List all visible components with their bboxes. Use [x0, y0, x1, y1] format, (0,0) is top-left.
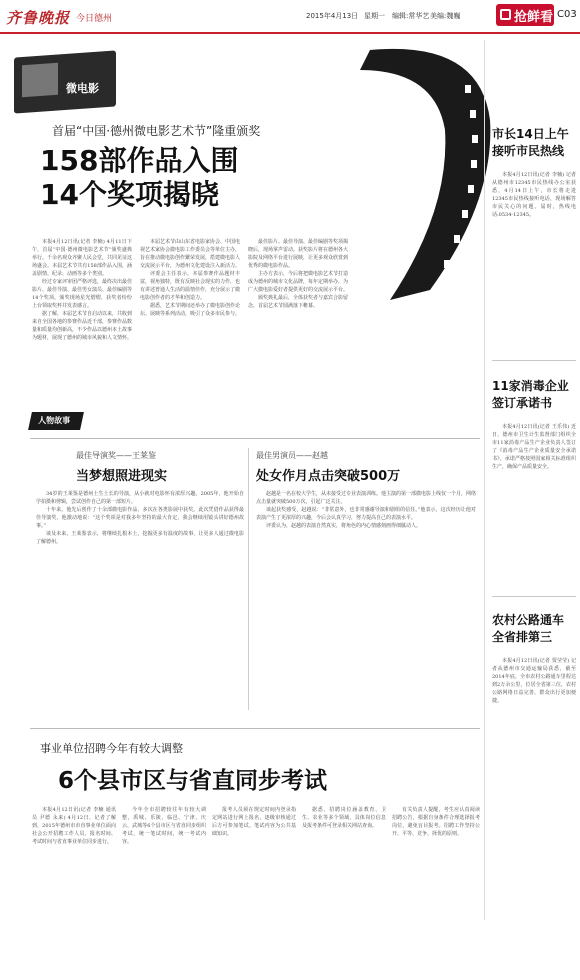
sidebar-body: 本报4月12日讯(记者 王乐伟) 近日，德州市卫生计生监督部门组织全市11家消毒产品生产企业负责人签订了《消毒产品生产企业质量安全承诺书》，承诺严格按照国家相关标准组织生产，确保产品质量安全。	[492, 423, 576, 470]
sidebar-headline: 11家消毒企业 签订承诺书	[492, 379, 569, 411]
bottom-kicker: 事业单位招聘今年有较大调整	[40, 742, 183, 755]
bottom-body-col-2: 今年全市招聘较往年有较大调整，禹城、乐陵、临邑、宁津、庆云、武城等6个县市区与省直同步组织考试，统一笔试时间，统一考试内容。	[122, 807, 206, 845]
feature-divider	[248, 448, 249, 710]
section-icon	[500, 9, 511, 20]
banner-label: 微电影	[66, 82, 99, 95]
page-number: C03	[557, 9, 577, 20]
bottom-headline: 6个县市区与省直同步考试	[58, 768, 328, 794]
feature-badge: 人物故事	[28, 412, 84, 430]
sidebar-divider	[484, 40, 485, 920]
sidebar-item-hotline	[492, 126, 576, 299]
designer-credit: 美编:魏巍	[430, 12, 461, 20]
bottom-rule	[30, 728, 480, 729]
micro-film-banner	[14, 54, 116, 110]
sidebar-body: 本报4月12日讯(记者 李楠) 记者从德州市12345市民热线办公室获悉，4月14日上午，市长将走进12345市民热线接听电话，现场解答市民关心的问题。届时，热线电话:0534-12345。	[492, 171, 576, 218]
sidebar-item-disinfection	[492, 378, 576, 597]
lead-body-col-3: 最佳影片、最佳导演、最佳编剧等奖项揭晓后，现场掌声雷动。获奖影片将在德州各大影院及网络平台进行展映，让更多观众欣赏到优秀的微电影作品。 主办方表示，今后将把微电影艺术节打造成为德州的城市文化品牌，每年定期举办，为广大微电影爱好者提供更好的交流展示平台。 颁奖典礼最后，全体获奖者与嘉宾合影留念，首届艺术节圆满落下帷幕。	[248, 239, 348, 309]
sidebar-headline: 市长14日上午 接听市民热线	[492, 127, 569, 159]
bottom-body-col-3: 报考人员须在规定时间内登录指定网站进行网上报名，逐级审核通过后方可参加笔试。笔试内容为公共基础知识。	[212, 807, 296, 837]
film-reel-graphic	[330, 40, 500, 310]
section-tag: 抢鲜看	[496, 4, 554, 26]
lead-body-col-1: 本报4月12日讯(记者 李楠) 4月11日下午，首届“中国·德州微电影艺术节”颁奖盛典举行。千余名观众齐聚人民会堂，共同见证这场盛会。本届艺术节共有158部作品入围，涵盖剧情、纪录、动画等多个类别。 经过专家评审团严格评选，最终决出最佳影片、最佳导演、最佳男女演员、最佳编剧等14个奖项。颁奖现场星光熠熠，获奖者纷纷上台领取奖杯并发表感言。 据了解，本届艺术节自启动以来，共收到来自全国各地的参赛作品近千部，参赛作品数量和质量均创新高，不少作品以德州本土故事为题材，展现了德州的城市风貌和人文情怀。	[32, 239, 132, 341]
sidebar-rule	[492, 360, 576, 361]
page-header	[0, 0, 580, 34]
bottom-body-col-4: 据悉，招聘岗位涵盖教育、卫生、农业等多个领域，具体岗位信息及报考条件可登录相关网站查询。	[302, 807, 386, 829]
banner-photo	[22, 63, 58, 98]
issue-weekday: 星期一	[364, 12, 385, 20]
sidebar-item-roads	[492, 612, 576, 873]
feature-left-kicker: 最佳导演奖——王莱鉴	[76, 451, 156, 460]
bottom-body-col-1: 本报4月12日讯(记者 李楠 通讯员 尹德 永来) 4月12日，记者了解到，2015年德州市市直事业单位面向社会公开招聘工作人员，报名时间、考试时间与省直事业单位同步进行。	[32, 807, 116, 845]
edition-name: 今日德州	[76, 14, 113, 24]
sidebar-rule	[492, 596, 576, 597]
issue-date: 2015年4月13日	[306, 12, 359, 20]
feature-rule	[30, 438, 480, 439]
editor-credit: 编辑:常华艺	[392, 12, 430, 20]
feature-right-body: 赵越是一名在校大学生，从未接受过专业表演训练。他主演的第一部微电影上线仅一个月，网络点击量就突破500万次，引起广泛关注。 谈起获奖感受，赵越说：“非常意外，也非常感谢导演和剧组的信任。”他表示，这次经历让他对表演产生了更浓厚的兴趣，今后会认真学习，努力提高自己的表演水平。 评委认为，赵越的表演自然真实，将角色的内心情感刻画得细腻动人。	[256, 491, 476, 529]
feature-left-title: 当梦想照进现实	[76, 469, 168, 484]
feature-right-kicker: 最佳男演员——赵越	[256, 451, 328, 460]
feature-right-title: 处女作月点击突破500万	[256, 469, 401, 484]
sidebar-body: 本报4月12日讯(记者 贾莹莹) 记者从德州市交通运输局获悉，截至2014年底，全市农村公路通车里程达到2万余公里，位居全省第三位，农村公路网络日益完善，群众出行更加便捷。	[492, 657, 576, 704]
newspaper-logo: 齐鲁晚报	[6, 9, 71, 27]
lead-kicker: 首届“中国·德州微电影艺术节”隆重颁奖	[52, 124, 261, 138]
sidebar-headline: 农村公路通车 全省排第三	[492, 613, 565, 645]
lead-body-col-2: 本届艺术节由山东省电影家协会、中国电视艺术家协会微电影工作委员会等单位主办，旨在推动微电影创作繁荣发展，搭建微电影人交流展示平台，为德州文化建设注入新活力。 评委会主任表示，本届参赛作品题材丰富，视角独特，既有反映社会现实的力作，也有讲述普通人生活的温情佳作，充分展示了微电影创作者的才华和创造力。 据悉，艺术节期间还举办了微电影创作论坛、展映等系列活动，吸引了众多市民参与。	[140, 239, 240, 317]
lead-headline: 158部作品入围 14个奖项揭晓	[40, 144, 239, 211]
feature-left-body: 34岁的王莱鉴是德州土生土长的导演，从小就对电影怀有浓厚兴趣。2005年，他开始自学拍摄和剪辑，尝试创作自己的第一部短片。 十年来，他先后创作了十余部微电影作品，多次在各类影展中获奖。此次凭借作品获得最佳导演奖，他激动地说：“这个奖项是对我多年坚持的最大肯定，我会继续用镜头讲好德州故事。” 谈及未来，王莱鉴表示，将继续扎根本土，挖掘更多有温度的故事，让更多人通过微电影了解德州。	[36, 491, 244, 545]
bottom-body-col-5: 有关负责人提醒，考生应认真阅读招聘公告，根据自身条件合理选择报考岗位，避免盲目报考。招聘工作坚持公开、平等、竞争、择优的原则。	[392, 807, 480, 837]
